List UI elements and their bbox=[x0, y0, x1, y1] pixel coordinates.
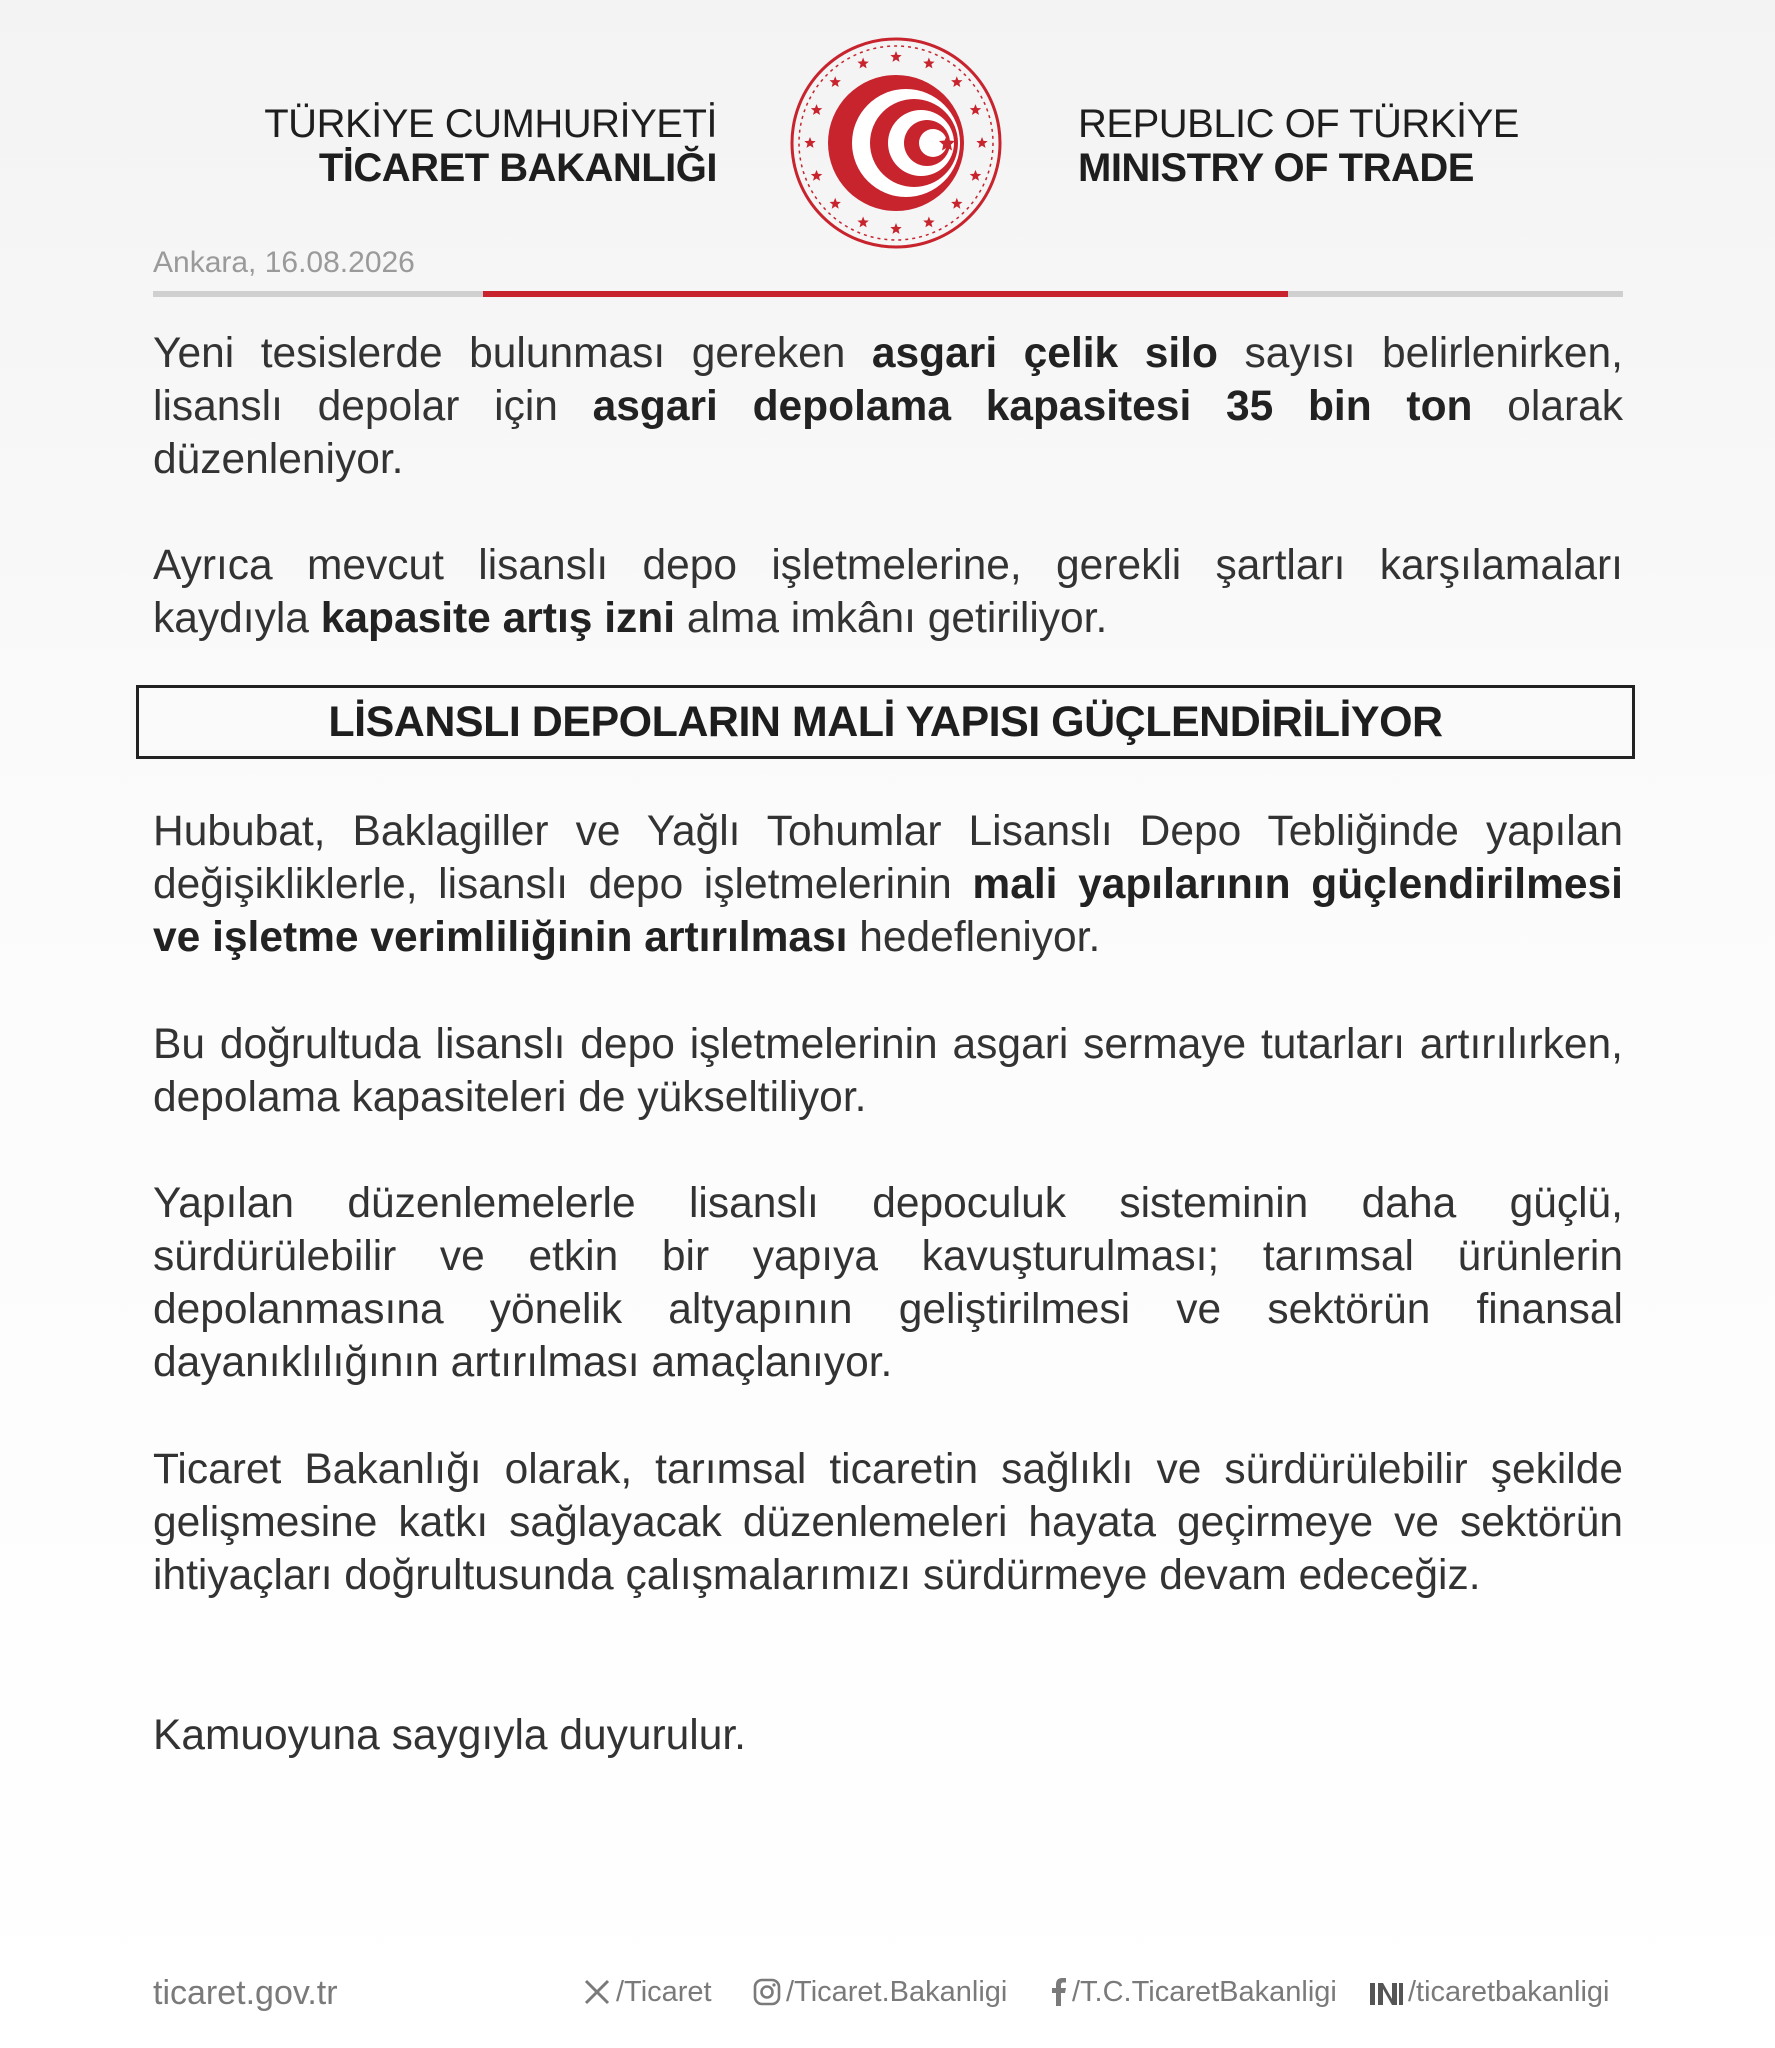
divider-accent bbox=[483, 291, 1288, 297]
social-x[interactable] bbox=[582, 1976, 712, 2009]
social-instagram[interactable] bbox=[752, 1976, 1007, 2009]
paragraph-2 bbox=[153, 539, 1623, 645]
star-icon bbox=[857, 217, 868, 228]
english-ministry-name bbox=[1078, 102, 1519, 190]
paragraph-3 bbox=[153, 805, 1623, 964]
star-icon bbox=[804, 137, 815, 148]
instagram-icon bbox=[752, 1977, 782, 2007]
english-name-line2: MINISTRY OF TRADE bbox=[1078, 146, 1474, 190]
paragraph-1 bbox=[153, 327, 1623, 486]
ministry-emblem-icon bbox=[787, 34, 1005, 252]
star-icon bbox=[951, 76, 962, 87]
star-icon bbox=[830, 198, 841, 209]
star-icon bbox=[811, 170, 823, 181]
website-link[interactable]: ticaret.gov.tr bbox=[153, 1974, 338, 2012]
text: sayısı belirlenirken, lisanslı depolar için bbox=[153, 330, 1623, 430]
paragraph-5: Yapılan düzenlemelerle lisanslı depoculuk sisteminin daha güçlü, sürdürülebilir ve etkin bir yapıya kavuşturulması; tarımsal ürünlerin depolanmasına yönelik altyapının geliştirilmesi ve sektörün finansal dayanıklılığının artırılması amaçlanıyor. bbox=[153, 1180, 1623, 1386]
star-icon bbox=[951, 198, 962, 209]
social-nsosyal[interactable] bbox=[1368, 1976, 1610, 2009]
social-handle: /T.C.TicaretBakanligi bbox=[1072, 1976, 1337, 2008]
star-icon bbox=[923, 217, 934, 228]
star-icon bbox=[970, 170, 982, 181]
bold-text: mali yapılarının güçlendirilmesi ve işletme verimliliğinin artırılması bbox=[153, 861, 1623, 961]
text: Ayrıca mevcut lisanslı depo işletmelerine, gerekli şartları karşılamaları kaydıyla bbox=[153, 542, 1623, 642]
letterhead bbox=[0, 0, 1775, 250]
social-facebook[interactable] bbox=[1048, 1976, 1337, 2009]
footer bbox=[0, 1960, 1775, 2020]
date-line: Ankara, 16.08.2026 bbox=[153, 246, 415, 279]
bold-text: asgari çelik silo bbox=[871, 330, 1218, 377]
star-icon bbox=[811, 104, 823, 115]
closing-line: Kamuoyuna saygıyla duyurulur. bbox=[153, 1712, 746, 1759]
text: alma imkânı getiriliyor. bbox=[675, 595, 1108, 642]
social-handle: /Ticaret.Bakanligi bbox=[786, 1976, 1008, 2008]
turkish-ministry-name bbox=[264, 102, 717, 190]
paragraph-6: Ticaret Bakanlığı olarak, tarımsal ticaretin sağlıklı ve sürdürülebilir şekilde gelişmesine katkı sağlayacak düzenlemeleri hayata geçirmeye ve sektörün ihtiyaçları doğrultusunda çalışmalarımızı sürdürmeye devam edeceğiz. bbox=[153, 1446, 1623, 1599]
text: olarak düzenleniyor. bbox=[153, 383, 1623, 483]
english-name-line1: REPUBLIC OF TÜRKİYE bbox=[1078, 102, 1519, 146]
star-icon bbox=[857, 58, 868, 69]
text: Yeni tesislerde bulunması gereken bbox=[153, 330, 872, 377]
star-icon bbox=[970, 104, 982, 115]
star-icon bbox=[923, 58, 934, 69]
bold-text: asgari depolama kapasitesi 35 bin ton bbox=[592, 383, 1473, 430]
header-divider bbox=[153, 291, 1623, 297]
turkish-name-line1: TÜRKİYE CUMHURİYETİ bbox=[264, 102, 717, 146]
bold-text: kapasite artış izni bbox=[320, 595, 676, 642]
star-icon bbox=[830, 76, 841, 87]
nsosyal-icon bbox=[1368, 1979, 1404, 2007]
section-heading: LİSANSLI DEPOLARIN MALİ YAPISI GÜÇLENDİRİLİYOR bbox=[136, 685, 1635, 759]
social-handle: /Ticaret bbox=[616, 1976, 712, 2008]
paragraph-4: Bu doğrultuda lisanslı depo işletmelerinin asgari sermaye tutarları artırılırken, depolama kapasiteleri de yükseltiliyor. bbox=[153, 1021, 1623, 1121]
star-icon bbox=[890, 223, 901, 234]
social-handle: /ticaretbakanligi bbox=[1408, 1976, 1610, 2008]
text: Hububat, Baklagiller ve Yağlı Tohumlar Lisanslı Depo Tebliğinde yapılan değişikliklerle, lisanslı depo işletmelerinin bbox=[153, 808, 1623, 908]
turkish-name-line2: TİCARET BAKANLIĞI bbox=[318, 146, 717, 190]
text: hedefleniyor. bbox=[847, 914, 1101, 961]
star-icon bbox=[890, 51, 901, 62]
facebook-icon bbox=[1048, 1977, 1068, 2007]
x-icon bbox=[582, 1977, 612, 2007]
star-icon bbox=[976, 137, 987, 148]
